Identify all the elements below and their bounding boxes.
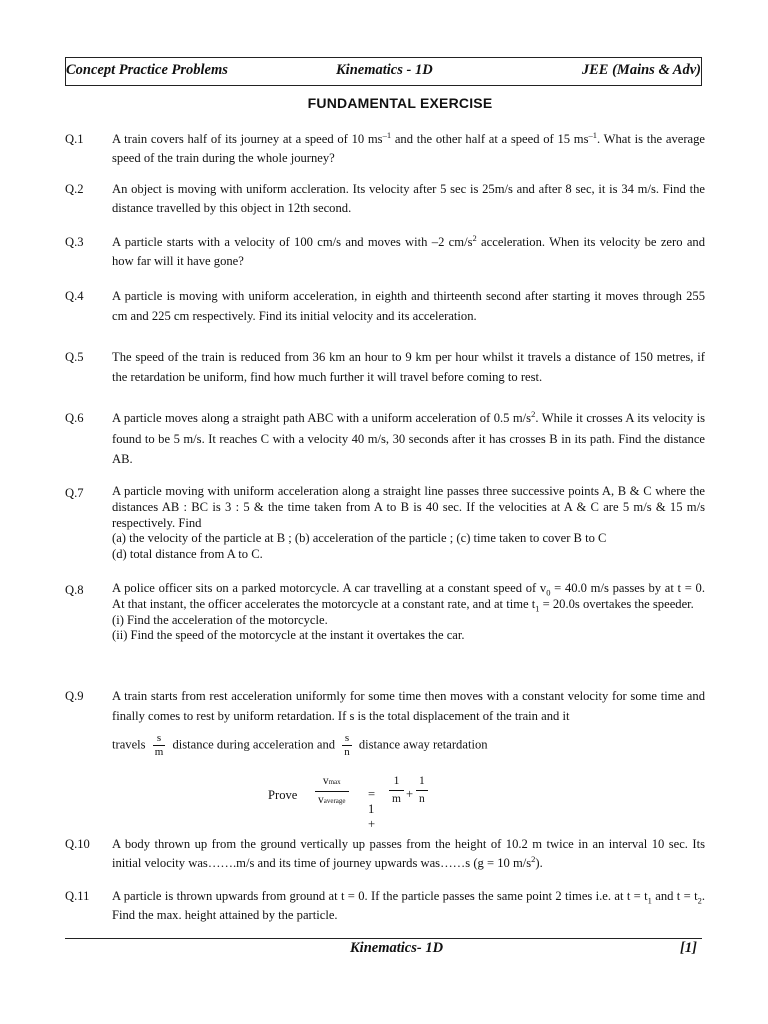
- question-number: Q.7: [65, 486, 84, 500]
- question-number: Q.10: [65, 837, 90, 851]
- header-right-text: JEE (Mains & Adv): [581, 62, 701, 78]
- plus-sign: +: [406, 787, 414, 801]
- page-number: [1]: [680, 940, 697, 956]
- question-number: Q.8: [65, 583, 84, 597]
- question-number: Q.11: [65, 889, 90, 903]
- question-text: A train starts from rest acceleration uniformly for some time then moves with a constant velocity for some time and finally comes to rest by uniform retardation. If s is the total displacement of the train and it travels $\frac{s}{m}$ distance during acceleration and $\frac{s}{n}$ distance away retardation: [112, 689, 705, 758]
- velocity-ratio-fraction: vmax vaverage: [315, 773, 349, 810]
- question-number: Q.1: [65, 132, 84, 146]
- header-center-text: Kinematics - 1D: [336, 62, 433, 78]
- question-text: A particle moving with uniform acceleration along a straight line passes three successive points A, B & C where the distances AB : BC is 3 : 5 & the time taken from A to B is 40 sec. If the velocities at A & C are 5 m/s & 15 m/s respectively. Find (a) the velocity of the particle at B ; (b) acceleration of the particle ; (c) time taken to cover B to C (d) total distance from A to C.: [112, 484, 705, 562]
- question-text: A police officer sits on a parked motorcycle. A car travelling at a constant speed of $v_0 = 40.0$ m/s passes by at t = 0. At that instant, the officer accelerates the motorcycle at a constant rate, and at time $t_1 = 20.0s$ overtakes the speeder. (i) Find the acceleration of the motorcycle. (ii) Find the speed of the motorcycle at the instant it overtakes the car.: [112, 581, 705, 643]
- question-text: A particle is thrown upwards from ground at t = 0. If the particle passes the same point 2 times i.e. at $t = t_1$ and $t = t_2$. Find the max. height attained by the particle.: [112, 889, 705, 922]
- question-text: A particle starts with a velocity of 100 cm/s and moves with –2 $cm/s^2$ acceleration. When its velocity be zero and how far will it have gone?: [112, 232, 706, 268]
- section-title: FUNDAMENTAL EXERCISE: [307, 95, 493, 111]
- question-number: Q.6: [65, 411, 84, 425]
- prove-label: Prove: [268, 788, 298, 802]
- question-text: A particle moves along a straight path ABC with a uniform acceleration of 0.5 $m/s^2$. While it crosses A its velocity is found to be 5 m/s. It reaches C with a velocity 40 m/s, 30 seconds after it has crosses B in its path. Find the distance AB.: [112, 408, 705, 466]
- header-left-text: Concept Practice Problems: [66, 62, 228, 78]
- fraction-s-over-m: $\frac{s}{m}$: [154, 732, 164, 758]
- question-number: Q.5: [65, 350, 84, 364]
- question-number: Q.2: [65, 182, 84, 196]
- page-header: [65, 57, 702, 86]
- fraction-one-over-n: 1 n: [416, 773, 428, 808]
- question-number: Q.3: [65, 235, 84, 249]
- question-text: A train covers half of its journey at a speed of 10 $ms^{-1}$ and the other half at a speed of 15 $ms^{-1}$. What is the average speed of the train during the whole journey?: [112, 129, 705, 165]
- question-text: A particle is moving with uniform acceleration, in eighth and thirteenth second after starting it moves through 255 cm and 225 cm respectively. Find its initial velocity and its acceleration.: [112, 289, 705, 323]
- question-text: A body thrown up from the ground vertically up passes from the height of 10.2 m twice in an interval 10 sec. Its initial velocity was…….m/s and its time of journey upwards was……s (g = 10 $m/s^2$).: [112, 837, 705, 870]
- fraction-s-over-n: $\frac{s}{n}$: [344, 732, 350, 758]
- question-number: Q.4: [65, 289, 84, 303]
- fraction-one-over-m: 1 m: [389, 773, 404, 808]
- question-number: Q.9: [65, 689, 84, 703]
- footer-title: Kinematics- 1D: [350, 940, 444, 956]
- question-text: An object is moving with uniform accleration. Its velocity after 5 sec is 25m/s and after 8 sec, it is 34 m/s. Find the distance travelled by this object in 12th second.: [112, 182, 705, 215]
- question-text: The speed of the train is reduced from 36 km an hour to 9 km per hour whilst it travels a distance of 150 metres, if the retardation be uniform, find how much further it will travel before coming to rest.: [112, 350, 705, 384]
- equals-sign: = 1 +: [368, 787, 376, 831]
- footer-divider: [65, 938, 702, 939]
